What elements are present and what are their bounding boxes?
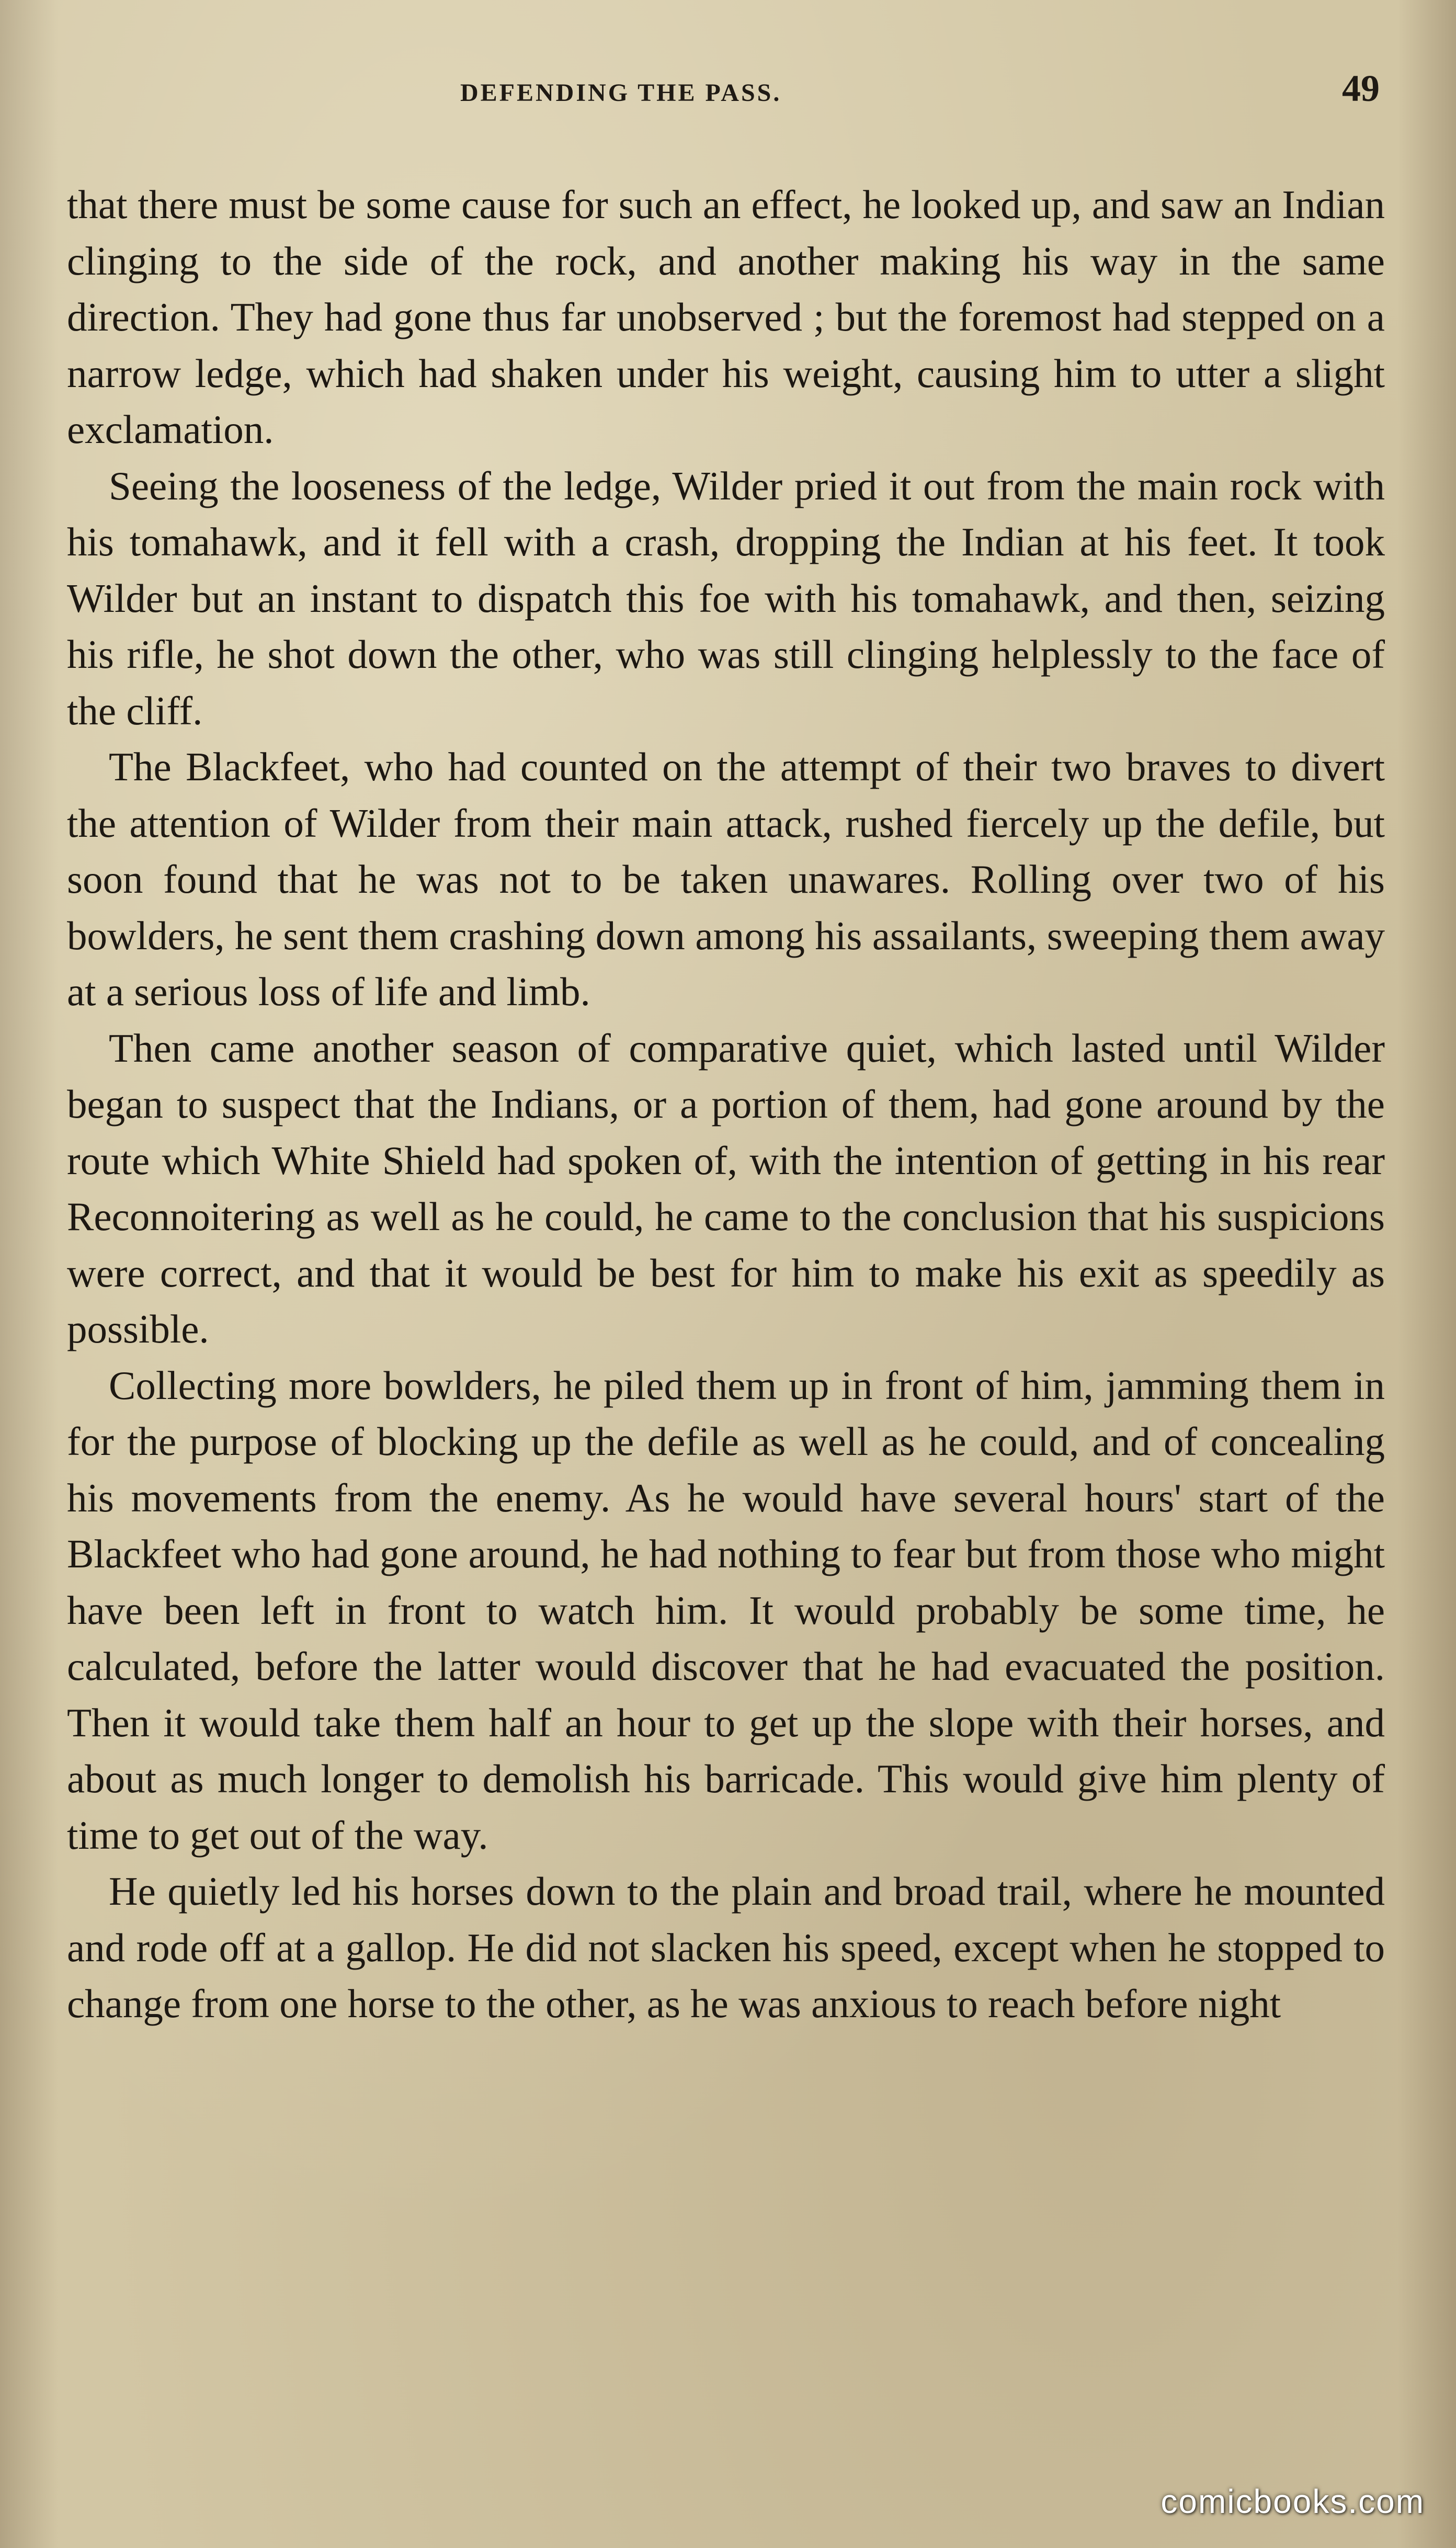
watermark: comicbooks.com (1161, 2483, 1425, 2520)
body-text (67, 177, 1385, 2032)
paragraph: Collecting more bowlders, he piled them up in front of him, jamming them in for the purpose of blocking up the defile as well as he could, and of concealing his movements from the enemy. As he would have several hours' start of the Blackfeet who had gone around, he had nothing to fear but from those who might have been left in front to watch him. It would probably be some time, he calculated, before the latter would discover that he had evacuated the position. Then it would take them half an hour to get up the slope with their horses, and about as much longer to demolish his barricade. This would give him plenty of time to get out of the way. (67, 1362, 1385, 1858)
running-title: DEFENDING THE PASS. (460, 79, 782, 107)
page-number: 49 (1342, 67, 1380, 109)
paragraph: that there must be some cause for such an effect, he looked up, and saw an Indian clinging to the side of the rock, and another making his way in the same direction. They had gone thus far unobserved ; but the foremost had stepped on a narrow ledge, which had shaken under his weight, causing him to utter a slight exclamation. (67, 182, 1385, 452)
paragraph: He quietly led his horses down to the plain and broad trail, where he mounted and rode off at a gallop. He did not slacken his speed, except when he stopped to change from one horse to the other, as he was anxious to reach before night (67, 1869, 1385, 2026)
paragraph: The Blackfeet, who had counted on the attempt of their two braves to divert the attention of Wilder from their main attack, rushed fiercely up the defile, but soon found that he was not to be taken unawares. Rolling over two of his bowlders, he sent them crashing down among his assailants, sweeping them away at a serious loss of life and limb. (67, 744, 1385, 1014)
paragraph: Seeing the looseness of the ledge, Wilder pried it out from the main rock with his tomahawk, and it fell with a crash, dropping the Indian at his feet. It took Wilder but an instant to dispatch this foe with his tomahawk, and then, seizing his rifle, he shot down the other, who was still clinging helplessly to the face of the cliff. (67, 463, 1385, 733)
paragraph: Then came another season of comparative quiet, which lasted until Wilder began to suspect that the Indians, or a portion of them, had gone around by the route which White Shield had spoken of, with the intention of getting in his rear Reconnoitering as well as he could, he came to the conclusion that his suspicions were correct, and that it would be best for him to make his exit as speedily as possible. (67, 1025, 1385, 1351)
